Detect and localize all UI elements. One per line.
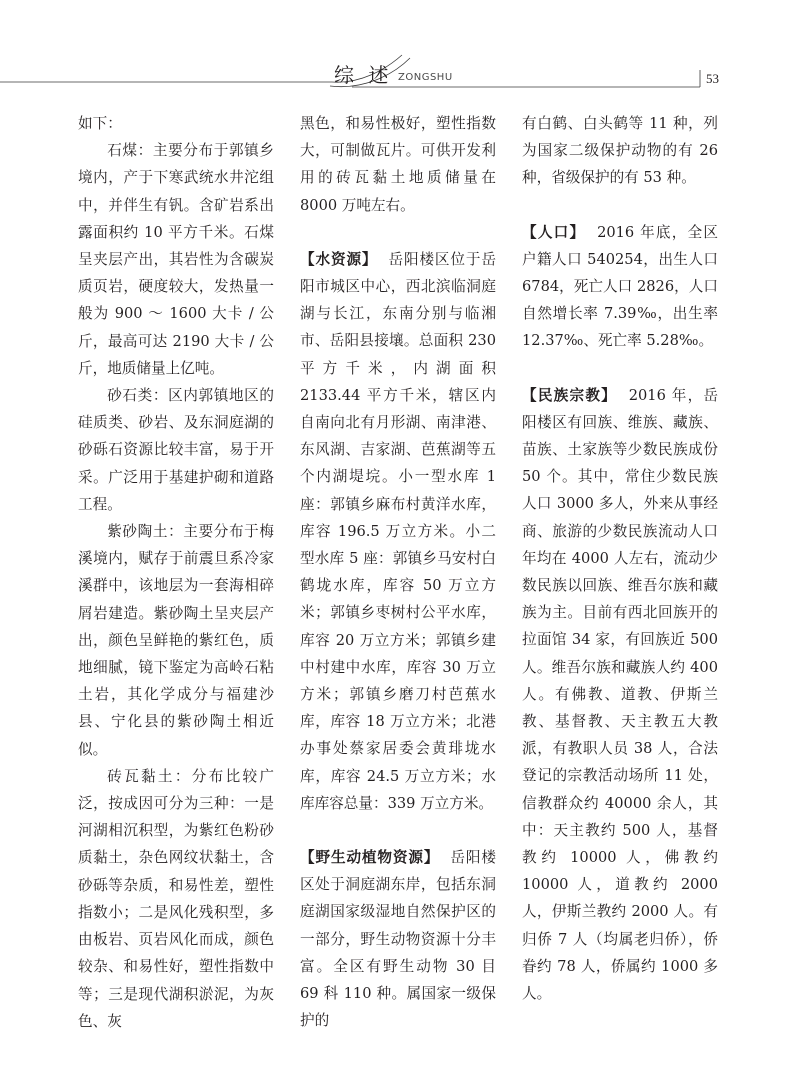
paragraph: 黑色，和易性极好，塑性指数大，可制做瓦片。可供开发利用的砖瓦黏土地质储量在 8000 万吨左右。 [300, 115, 496, 214]
section-body: 岳阳楼区处于洞庭湖东岸，包括东洞庭湖国家级湿地自然保护区的一部分，野生动物资源十分丰富。全区有野生动物 30 目 69 科 110 种。属国家一级保护的 [300, 849, 496, 1030]
header-rule [0, 0, 793, 100]
text-column-2 [300, 110, 496, 1035]
section-body: 2016 年底，全区户籍人口 540254，出生人口 6784，死亡人口 2826，人口自然增长率 7.39‰，出生率 12.37‰、死亡率 5.28‰。 [522, 223, 718, 350]
paragraph-spacer [522, 192, 718, 219]
paragraph-spacer [300, 817, 496, 844]
paragraph-sandstone: 砂石类：区内郭镇地区的硅质类、砂岩、及东洞庭湖的砂砾石资源比较丰富，易于开采。广泛用于基建护砌和道路工程。 [78, 387, 274, 513]
section-water [300, 246, 496, 817]
section-heading: 【人口】 [522, 223, 586, 241]
paragraph-spacer [300, 219, 496, 246]
running-header [0, 0, 793, 100]
section-ethnic-religion [522, 382, 718, 1008]
section-body: 岳阳楼区位于岳阳市城区中心，西北滨临洞庭湖与长江，东南分别与临湘市、岳阳县接壤。总面积 230 平方千米，内湖面积 2133.44 平方千米，辖区内自南向北有月形湖、南津港、东风湖、吉家湖、芭蕉湖等五个内湖堤垸。小一型水库 1 座：郭镇乡麻布村黄洋水库，库容 196.5 万立方米。小二型水库 5 座：郭镇乡马安村白鹤垅水库，库容 50 万立方米；郭镇乡枣树村公平水库，库容 20 万立方米；郭镇乡建中村建中水库，库容 30 万立方米；郭镇乡磨刀村芭蕉水库，库容 18 万立方米；北港办事处蔡家居委会黄琲垅水库，库容 24.5 万立方米；水库库容总量：339 万立方米。 [300, 250, 496, 812]
paragraph: 如下： [78, 115, 122, 132]
section-title: 综 述 [334, 63, 393, 87]
section-body: 2016 年，岳阳楼区有回族、维族、藏族、苗族、土家族等少数民族成份 50 个。其中，常住少数民族人口 3000 多人，外来从事经商、旅游的少数民族流动人口年均在 4000 人左右，流动少数民族以回族、维吾尔族和藏族为主。目前有西北回族开的拉面馆 34 家，有回族近 500 人。维吾尔族和藏族人约 400 人。有佛教、道教、伊斯兰教、基督教、天主教五大教派，有教职人员 38 人，合法登记的宗教活动场所 11 处，信教群众约 40000 余人，其中：天主教约 500 人，基督教约 10000 人，佛教约 10000 人，道教约 2000 人，伊斯兰教约 2000 人。有归侨 7 人（均属老归侨），侨眷约 78 人，侨属约 1000 多人。 [522, 386, 718, 1003]
paragraph-purple-clay: 紫砂陶土：主要分布于梅溪境内，赋存于前震旦系冷家溪群中，该地层为一套海相碎屑岩建造。紫砂陶土呈夹层产出，颜色呈鲜艳的紫红色，质地细腻，镜下鉴定为高岭石粘土岩，其化学成分与福建沙县、宁化县的紫砂陶土相近似。 [78, 523, 274, 758]
section-heading: 【民族宗教】 [522, 386, 617, 404]
paragraph-spacer [522, 355, 718, 382]
paragraph: 有白鹤、白头鹤等 11 种，列为国家二级保护动物的有 26 种，省级保护的有 53 种。 [522, 115, 718, 187]
section-pinyin: ZONGSHU [398, 72, 453, 83]
section-population [522, 219, 718, 355]
paragraph-stone-coal: 石煤：主要分布于郭镇乡境内，产于下寒武统水井沱组中，并伴生有钒。含矿岩系出露面积约 10 平方千米。石煤呈夹层产出，其岩性为含碳炭质页岩，硬度较大，发热量一般为 900 ～ 1600 大卡 / 公斤，最高可达 2190 大卡 / 公斤，地质储量上亿吨。 [78, 142, 274, 377]
section-heading: 【野生动植物资源】 [300, 849, 440, 867]
page-number: 53 [706, 71, 719, 86]
text-column-3 [522, 110, 718, 1007]
section-wildlife [300, 844, 496, 1034]
paragraph-brick-clay: 砖瓦黏土：分布比较广泛，按成因可分为三种：一是河湖相沉积型，为紫红色粉砂质黏土，杂色网纹状黏土，含砂砾等杂质，和易性差，塑性指数小；二是风化残积型，多由板岩、页岩风化而成，颜色较杂、和易性好，塑性指数中等；三是现代湖积淤泥，为灰色、灰 [78, 767, 274, 1030]
text-column-1 [78, 110, 274, 1035]
section-heading: 【水资源】 [300, 250, 378, 268]
